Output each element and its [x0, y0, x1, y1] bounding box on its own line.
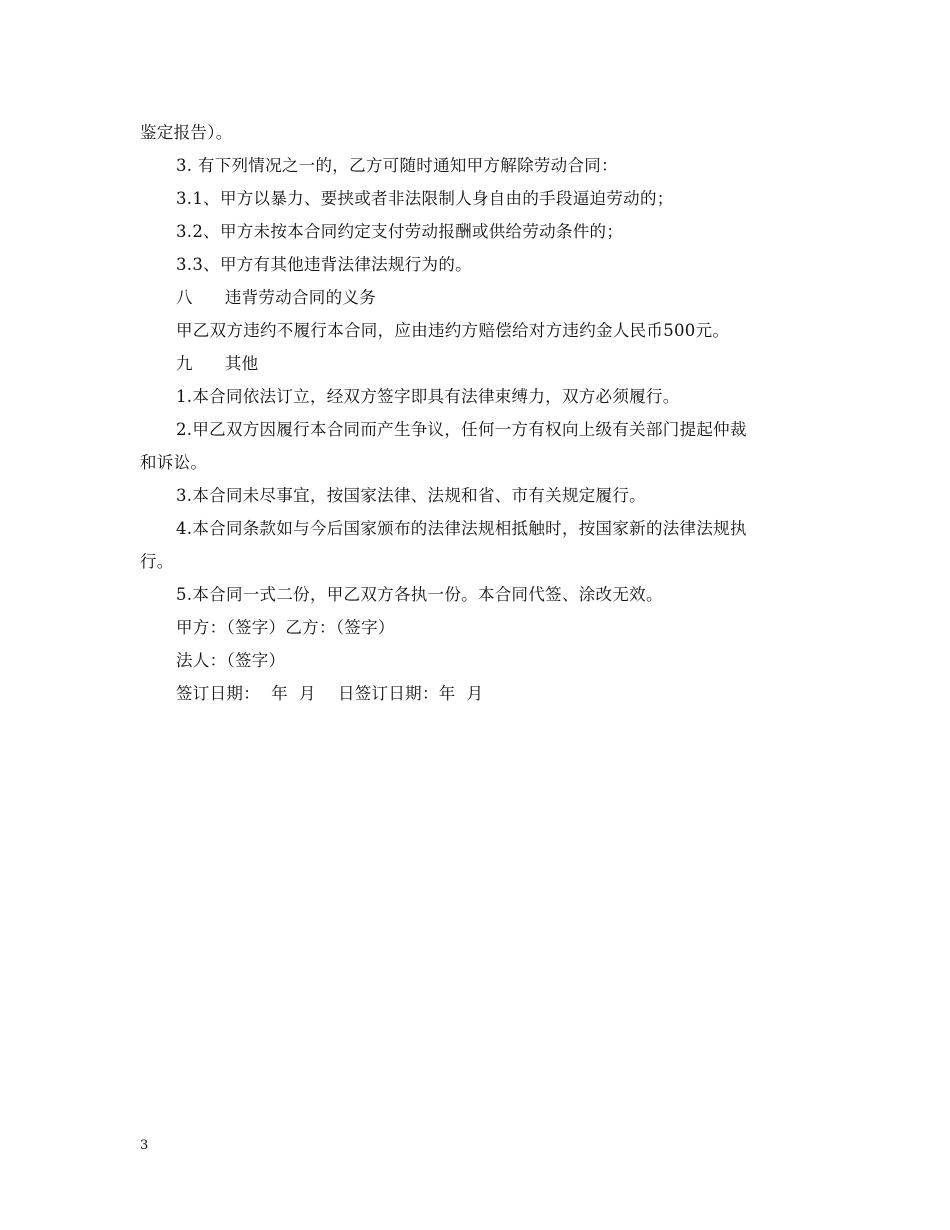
section-9-heading [140, 347, 812, 380]
section-8-text: 甲乙双方违约不履行本合同，应由违约方赔偿给对方违约金人民币500元。 [176, 321, 730, 340]
clause-3-heading: 3. 有下列情况之一的，乙方可随时通知甲方解除劳动合同： [176, 156, 618, 175]
clause-3-1: 3.1、甲方以暴力、要挟或者非法限制人身自由的手段逼迫劳动的； [176, 189, 674, 208]
section-9-title: 其他 [224, 354, 259, 373]
section-8-number: 八 [176, 288, 193, 307]
clause-3-2: 3.2、甲方未按本合同约定支付劳动报酬或供给劳动条件的； [176, 222, 624, 241]
section-9-item-2-continuation: 和诉讼。 [140, 453, 208, 472]
contract-body [140, 116, 812, 710]
section-8-title: 违背劳动合同的义务 [224, 288, 377, 307]
section-9-item-4-continuation: 行。 [140, 552, 174, 571]
section-9-item-5: 5.本合同一式二份，甲乙双方各执一份。本合同代签、涂改无效。 [176, 585, 663, 604]
section-9-number: 九 [176, 354, 193, 373]
signature-parties: 甲方：（签字）乙方：（签字） [176, 618, 395, 637]
signature-legal-person: 法人：（签字） [176, 651, 286, 670]
section-8-heading [140, 281, 812, 314]
continuation-line: 鉴定报告）。 [140, 123, 233, 142]
section-9-item-3: 3.本合同未尽事宜，按国家法律、法规和省、市有关规定履行。 [176, 486, 646, 505]
section-9-item-2: 2.甲乙双方因履行本合同而产生争议，任何一方有权向上级有关部门提起仲裁 [176, 420, 747, 439]
clause-3-3: 3.3、甲方有其他违背法律法规行为的。 [176, 255, 472, 274]
signing-date: 签订日期： 年 月 日签订日期：年 月 [176, 684, 484, 703]
section-9-item-1: 1.本合同依法订立，经双方签字即具有法律束缚力，双方必须履行。 [176, 387, 680, 406]
section-9-item-4: 4.本合同条款如与今后国家颁布的法律法规相抵触时，按国家新的法律法规执 [176, 519, 747, 538]
page-number: 3 [140, 1138, 149, 1153]
